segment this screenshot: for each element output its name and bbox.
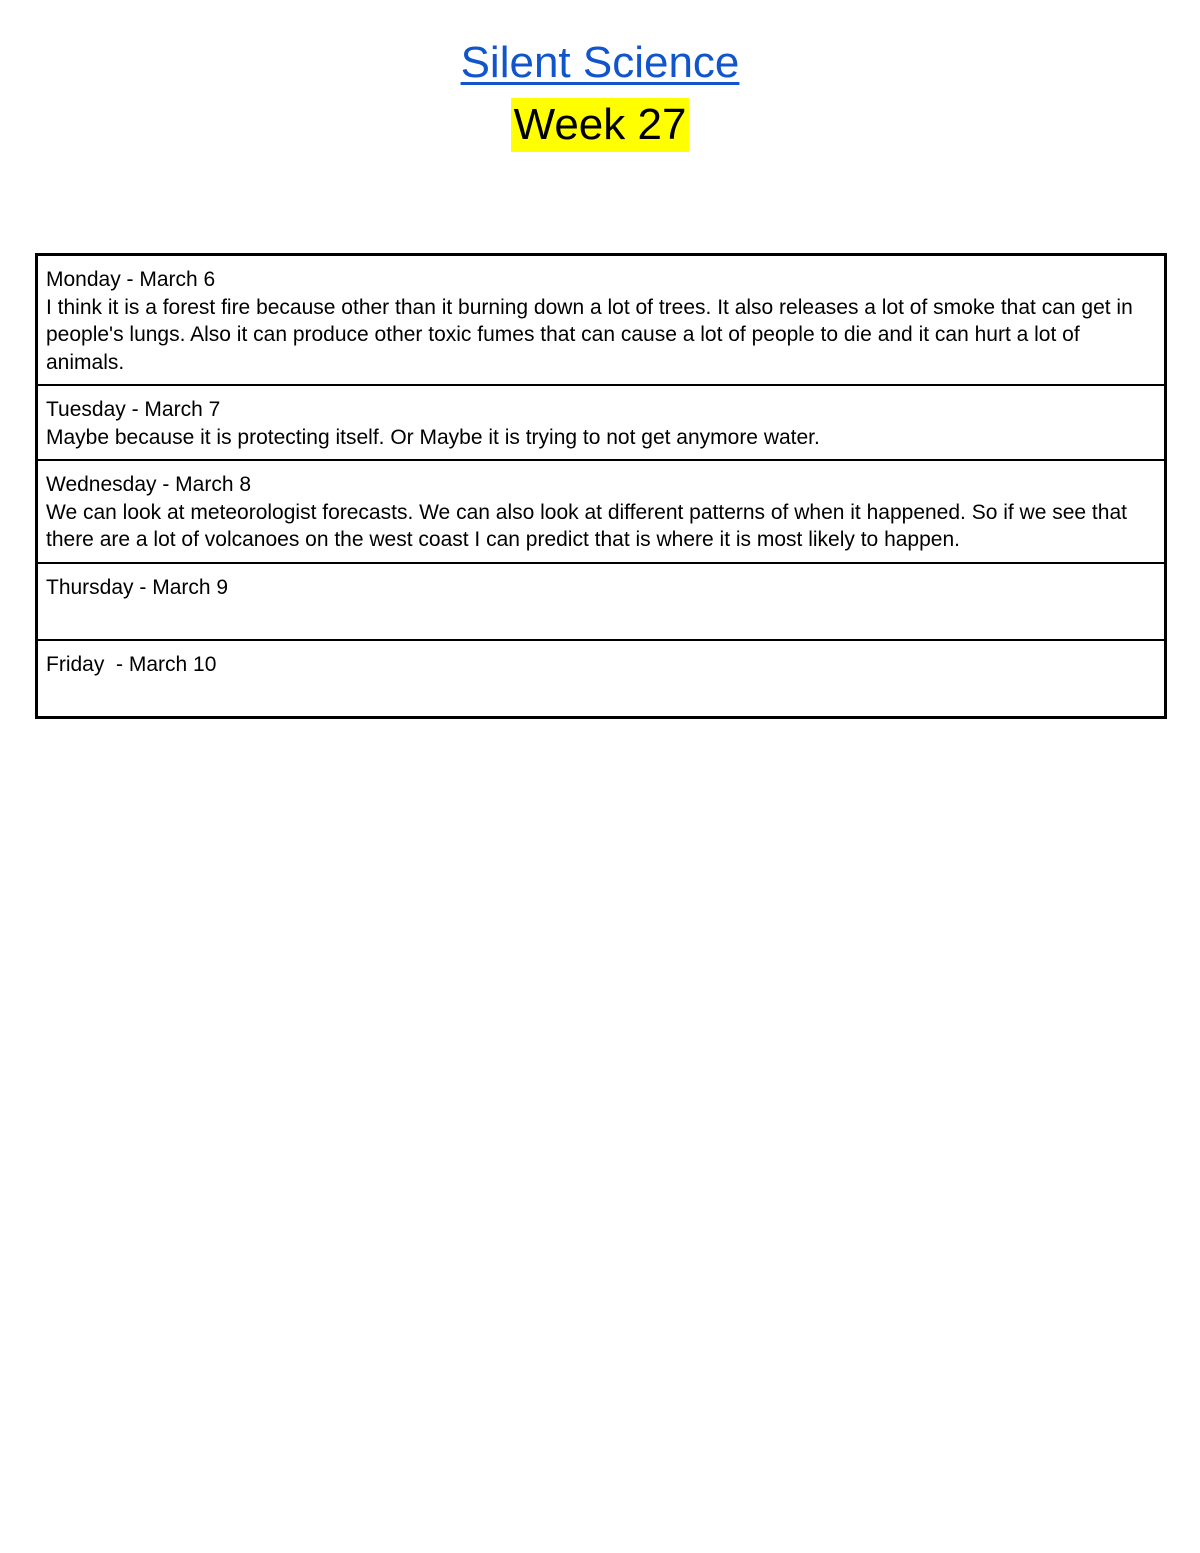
entry-row-tuesday [37,385,1166,460]
day-label: Monday - March 6 [46,268,216,291]
entry-cell[interactable] [37,385,1166,460]
day-label: Thursday - March 9 [46,575,229,599]
day-label: Wednesday - March 8 [46,473,252,496]
entry-cell[interactable] [37,563,1166,640]
entry-row-monday [37,255,1166,386]
entry-cell[interactable] [37,640,1166,718]
entry-cell[interactable] [37,460,1166,563]
day-label: Tuesday - March 7 [46,398,221,421]
daily-entries-table [35,253,1167,719]
entry-text: We can look at meteorologist forecasts. We can also look at different patterns of when it happened. So if we see that there are a lot of volcanoes on the west coast I can predict that is where it is most likely to happen. [46,500,1127,551]
day-label: Friday - March 10 [46,652,217,676]
entry-row-friday [37,640,1166,718]
week-label: Week 27 [511,98,690,152]
document-title [0,36,1200,90]
title-link[interactable]: Silent Science [460,38,740,87]
entry-row-thursday [37,563,1166,640]
entry-cell[interactable] [37,255,1166,386]
week-heading [0,98,1200,152]
entry-row-wednesday [37,460,1166,563]
entry-text: Maybe because it is protecting itself. Or Maybe it is trying to not get anymore water. [46,425,820,449]
entry-text: I think it is a forest fire because other than it burning down a lot of trees. It also releases a lot of smoke that can get in people's lungs. Also it can produce other toxic fumes that can cause a lot of people to die and it can hurt a lot of animals. [46,295,1133,374]
